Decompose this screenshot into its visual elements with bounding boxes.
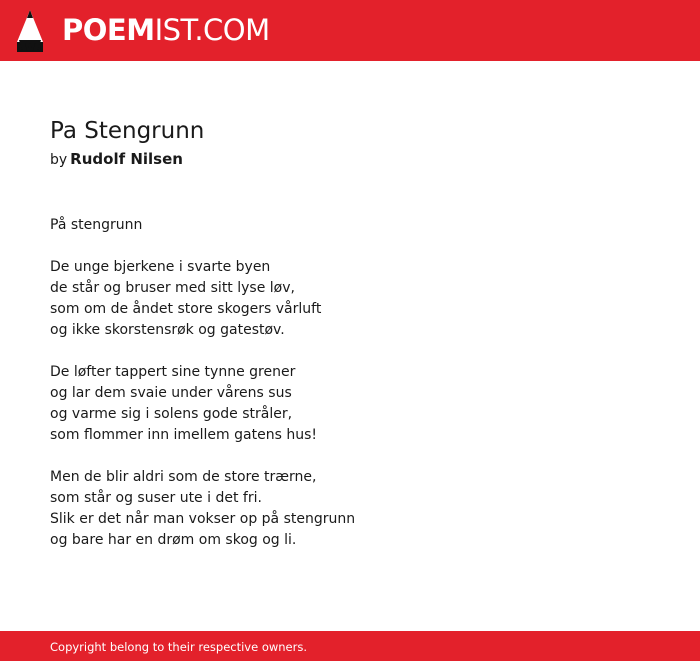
poem-line: og bare har en drøm om skog og li. [50, 532, 297, 548]
site-logo-text [62, 12, 270, 48]
byline-prefix: by [50, 152, 68, 168]
poem-line: På stengrunn [50, 217, 143, 233]
poem-stanza [50, 215, 670, 236]
poem-line: som om de åndet store skogers vårluft [50, 301, 322, 317]
poem-line: og lar dem svaie under vårens sus [50, 385, 292, 401]
poem-line: De unge bjerkene i svarte byen [50, 259, 271, 275]
poem-line: som står og suser ute i det fri. [50, 490, 262, 506]
logo-bold-part: POEM [62, 13, 155, 47]
poem-line: Slik er det når man vokser op på stengrunn [50, 511, 356, 527]
poem-line: og ikke skorstensrøk og gatestøv. [50, 322, 285, 338]
poem-title: Pa Stengrunn [50, 118, 205, 144]
poem-stanza [50, 467, 670, 551]
poem-body [50, 215, 670, 551]
poem-line: Men de blir aldri som de store trærne, [50, 469, 317, 485]
logo-light-part: IST.COM [154, 13, 270, 47]
poem-content [50, 116, 670, 572]
poem-author: Rudolf Nilsen [70, 150, 183, 168]
poem-line: som flommer inn imellem gatens hus! [50, 427, 317, 443]
footer-copyright: Copyright belong to their respective owners. [50, 640, 308, 654]
poem-stanza [50, 257, 670, 341]
poem-byline [50, 148, 670, 171]
pencil-logo-icon [16, 10, 44, 52]
site-header [0, 0, 700, 61]
poem-line: og varme sig i solens gode stråler, [50, 406, 293, 422]
poem-line: De løfter tappert sine tynne grener [50, 364, 296, 380]
poem-stanza [50, 362, 670, 446]
poem-line: de står og bruser med sitt lyse løv, [50, 280, 295, 296]
site-footer [0, 631, 700, 661]
